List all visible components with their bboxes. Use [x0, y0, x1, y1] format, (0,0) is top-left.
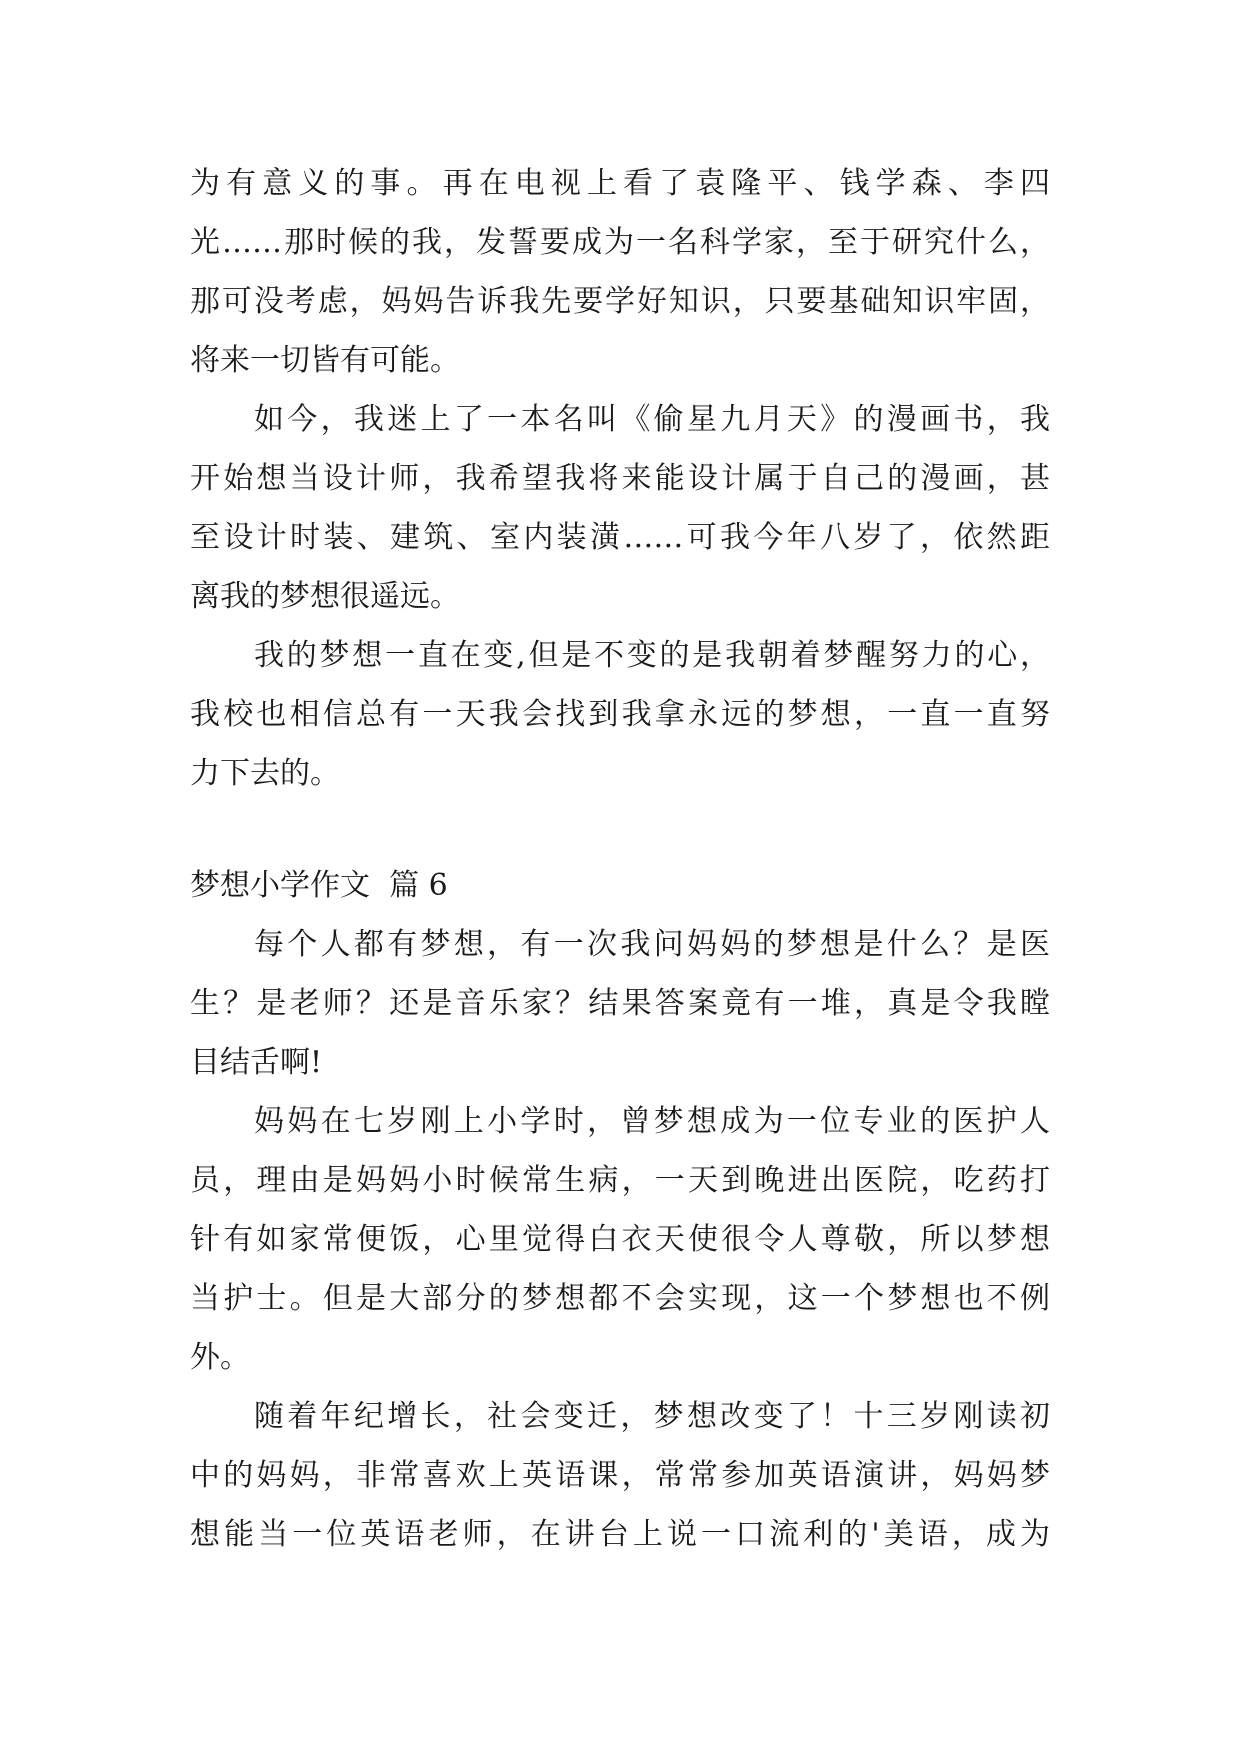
text-line: 力下去的。: [190, 756, 340, 791]
text-line: 离我的梦想很遥远。: [190, 579, 460, 614]
text-line: 中的妈妈，非常喜欢上英语课，常常参加英语演讲，妈妈梦: [190, 1458, 1050, 1493]
text-line: 光……那时候的我，发誓要成为一名科学家，至于研究什么，: [190, 225, 1050, 260]
text-line: 随着年纪增长，社会变迁，梦想改变了！十三岁刚读初: [254, 1399, 1050, 1434]
text-line: 每个人都有梦想，有一次我问妈妈的梦想是什么？是医: [254, 927, 1050, 962]
text-line: 如今，我迷上了一本名叫《偷星九月天》的漫画书，我: [254, 402, 1050, 437]
text-line: 为有意义的事。再在电视上看了袁隆平、钱学森、李四: [190, 166, 1050, 201]
text-line: 我的梦想一直在变,但是不变的是我朝着梦醒努力的心，: [254, 638, 1050, 673]
text-line: 开始想当设计师，我希望我将来能设计属于自己的漫画，甚: [190, 461, 1050, 496]
text-line: 那可没考虑，妈妈告诉我先要学好知识，只要基础知识牢固，: [190, 284, 1050, 319]
text-line: 生？是老师？还是音乐家？结果答案竟有一堆，真是令我瞠: [190, 986, 1050, 1021]
text-line: 将来一切皆有可能。: [190, 343, 460, 378]
text-line: 想能当一位英语老师，在讲台上说一口流利的'美语，成为: [190, 1517, 1050, 1552]
text-line: 至设计时装、建筑、室内装潢……可我今年八岁了，依然距: [190, 520, 1050, 555]
text-line: 员，理由是妈妈小时候常生病，一天到晚进出医院，吃药打: [190, 1163, 1050, 1198]
text-line: 外。: [190, 1340, 250, 1375]
text-line: 当护士。但是大部分的梦想都不会实现，这一个梦想也不例: [190, 1281, 1050, 1316]
text-line: 妈妈在七岁刚上小学时，曾梦想成为一位专业的医护人: [254, 1104, 1050, 1139]
text-line: 目结舌啊!: [190, 1045, 323, 1080]
section-heading: 梦想小学作文 篇 6: [190, 868, 448, 903]
text-line: 我校也相信总有一天我会找到我拿永远的梦想，一直一直努: [190, 697, 1050, 732]
text-line: 针有如家常便饭，心里觉得白衣天使很令人尊敬，所以梦想: [190, 1222, 1050, 1257]
